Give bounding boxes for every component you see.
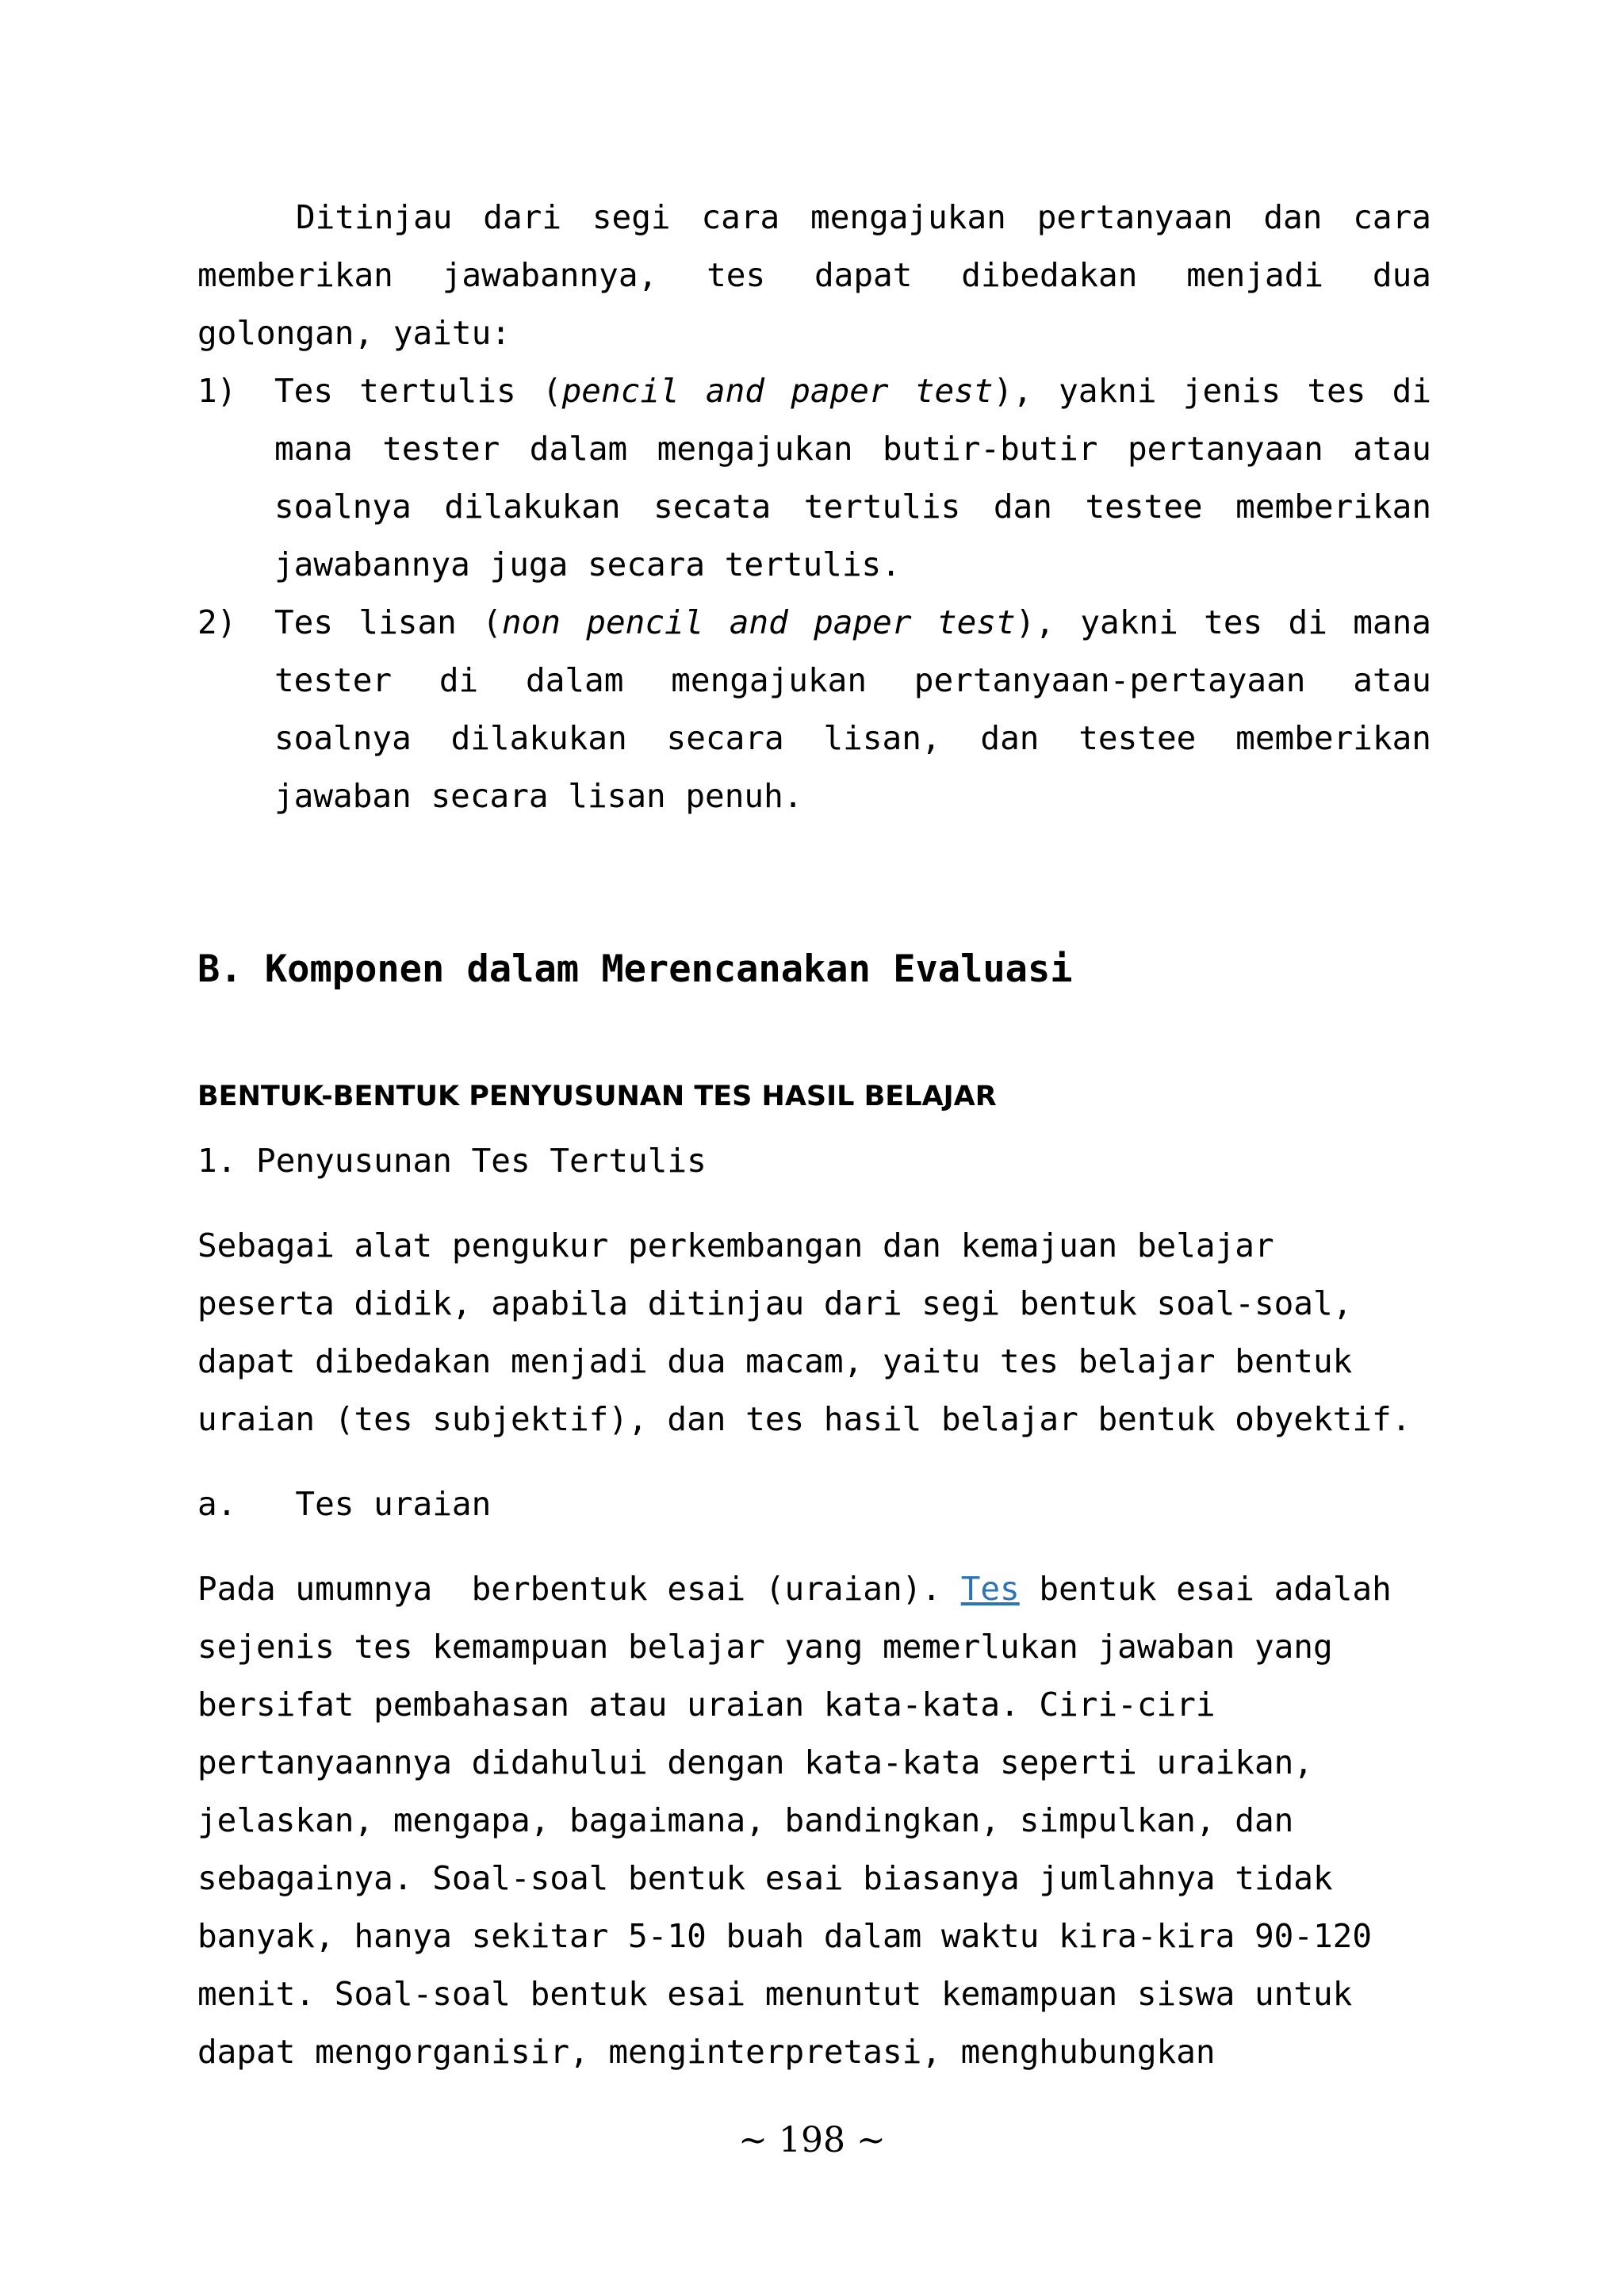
intro-line-1: Ditinjau dari segi cara mengajukan pertanyaan dan cara xyxy=(296,198,1431,236)
section-heading: B. Komponen dalam Merencanakan Evaluasi xyxy=(197,947,1073,991)
para2-line-4: pertanyaannya didahului dengan kata-kata seperti uraikan, xyxy=(197,1743,1313,1781)
para1-line-2: peserta didik, apabila ditinjau dari segi bentuk soal-soal, xyxy=(197,1284,1353,1322)
subsection-title: 1. Penyusunan Tes Tertulis xyxy=(197,1142,707,1180)
list-item-1-line-4: jawabannya juga secara tertulis. xyxy=(274,545,901,584)
para2-line-2: sejenis tes kemampuan belajar yang memerlukan jawaban yang xyxy=(197,1628,1333,1666)
list-item-1-line-1: Tes tertulis (pencil and paper test), yakni jenis tes di xyxy=(274,372,1432,410)
para2-line-6: sebagainya. Soal-soal bentuk esai biasanya jumlahnya tidak xyxy=(197,1859,1333,1897)
list-number-2: 2) xyxy=(197,603,237,641)
page-number: ~ 198 ~ xyxy=(738,2120,886,2160)
list-item-2-line-1: Tes lisan (non pencil and paper test), yakni tes di mana xyxy=(274,603,1431,641)
intro-line-3: golongan, yaitu: xyxy=(197,314,511,352)
list-item-2-line-4: jawaban secara lisan penuh. xyxy=(274,777,803,815)
intro-line-2: memberikan jawabannya, tes dapat dibedakan menjadi dua xyxy=(197,256,1431,294)
para2-line-9: dapat mengorganisir, menginterpretasi, menghubungkan xyxy=(197,2033,1216,2071)
para2-line-3: bersifat pembahasan atau uraian kata-kata. Ciri-ciri xyxy=(197,1686,1216,1724)
subsection-a-title: a. Tes uraian xyxy=(197,1485,492,1523)
para1-line-4: uraian (tes subjektif), dan tes hasil belajar bentuk obyektif. xyxy=(197,1400,1411,1438)
para1-line-3: dapat dibedakan menjadi dua macam, yaitu tes belajar bentuk xyxy=(197,1342,1353,1380)
para2-line-7: banyak, hanya sekitar 5-10 buah dalam waktu kira-kira 90-120 xyxy=(197,1917,1373,1955)
para2-line-5: jelaskan, mengapa, bagaimana, bandingkan, simpulkan, dan xyxy=(197,1801,1294,1839)
list-item-2-line-2: tester di dalam mengajukan pertanyaan-pertayaan atau xyxy=(274,661,1431,699)
para1-line-1: Sebagai alat pengukur perkembangan dan kemajuan belajar xyxy=(197,1226,1274,1265)
tes-link[interactable]: Tes xyxy=(960,1570,1020,1608)
list-item-2-line-3: soalnya dilakukan secara lisan, dan testee memberikan xyxy=(274,719,1431,757)
list-number-1: 1) xyxy=(197,372,237,410)
list-item-1-line-2: mana tester dalam mengajukan butir-butir pertanyaan atau xyxy=(274,430,1431,468)
para2-line-8: menit. Soal-soal bentuk esai menuntut kemampuan siswa untuk xyxy=(197,1975,1353,2013)
list-item-1-line-3: soalnya dilakukan secata tertulis dan testee memberikan xyxy=(274,488,1431,526)
para2-line-1: Pada umumnya berbentuk esai (uraian). Tes bentuk esai adalah xyxy=(197,1570,1392,1608)
subheading: BENTUK-BENTUK PENYUSUNAN TES HASIL BELAJAR xyxy=(197,1081,997,1112)
